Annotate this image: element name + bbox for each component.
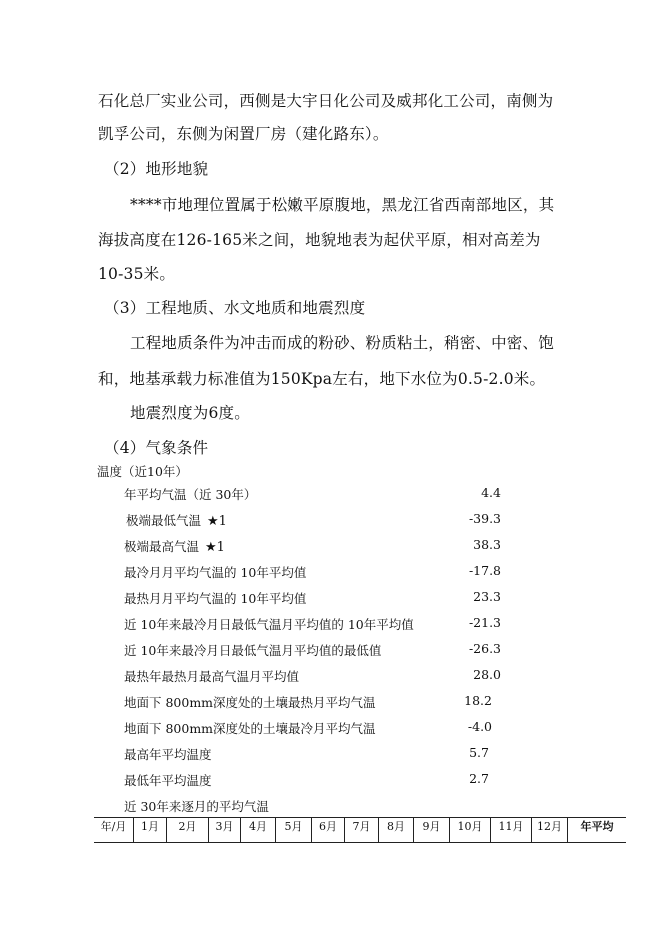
paragraph-line: 凯孚公司，东侧为闲置厂房（建化路东）。 <box>98 125 389 143</box>
table-rule-bottom <box>94 842 626 843</box>
monthly-temperature-table-header <box>94 817 626 843</box>
star-note: ★1 <box>205 540 225 555</box>
temperature-label-text: 极端最低气温 <box>126 513 202 528</box>
temperature-label: 最低年平均温度 <box>124 773 212 788</box>
paragraph-line: 海拔高度在126-165米之间，地貌地表为起伏平原，相对高差为 <box>98 231 541 249</box>
temperature-label: 最冷月月平均气温的 10年平均值 <box>124 565 307 580</box>
table-header-cell: 6月 <box>312 817 345 843</box>
temperature-label: 近 10年来最冷月日最低气温月平均值的最低值 <box>124 643 382 658</box>
temperature-value: -26.3 <box>468 641 501 656</box>
temperature-row <box>0 797 662 815</box>
paragraph-line: 10-35米。 <box>98 265 176 283</box>
temperature-value: 5.7 <box>469 745 489 760</box>
temperature-label: 地面下 800mm深度处的土壤最冷月平均气温 <box>124 721 376 736</box>
temperature-value: 4.4 <box>481 485 501 500</box>
temperature-value: 18.2 <box>464 693 492 708</box>
temperature-row <box>0 511 662 529</box>
table-header-cell: 4月 <box>241 817 276 843</box>
paragraph-line: 石化总厂实业公司，西侧是大宇日化公司及威邦化工公司，南侧为 <box>98 92 554 110</box>
table-header-cell: 年平均 <box>580 820 614 833</box>
temperature-label-text: 极端最高气温 <box>124 539 200 554</box>
temperature-value: 28.0 <box>473 667 501 682</box>
paragraph-line: 工程地质条件为冲击而成的粉砂、粉质粘土，稍密、中密、饱 <box>130 334 554 352</box>
paragraph-line: 地震烈度为6度。 <box>130 404 250 422</box>
temperature-label <box>126 511 227 529</box>
temperature-label: 近 30年来逐月的平均气温 <box>124 799 269 814</box>
table-header-cell: 10月 <box>450 817 491 843</box>
temperature-label: 地面下 800mm深度处的土壤最热月平均气温 <box>124 695 376 710</box>
temperature-row <box>0 719 662 737</box>
temperature-value: 23.3 <box>473 589 501 604</box>
section-heading-climate: （4）气象条件 <box>104 439 209 457</box>
temperature-label: 最高年平均温度 <box>124 747 212 762</box>
table-header-cell: 9月 <box>414 817 450 843</box>
table-header-cell: 年/月 <box>94 817 134 843</box>
paragraph-line: ****市地理位置属于松嫩平原腹地，黑龙江省西南部地区，其 <box>130 196 555 214</box>
temperature-label <box>124 537 225 555</box>
temperature-label: 近 10年来最冷月日最低气温月平均值的 10年平均值 <box>124 617 414 632</box>
section-heading-terrain: （2）地形地貌 <box>104 160 209 178</box>
table-header-cell: 2月 <box>167 817 209 843</box>
temperature-row <box>0 485 662 503</box>
table-header-cell: 8月 <box>379 817 414 843</box>
section-heading-geology: （3）工程地质、水文地质和地震烈度 <box>104 299 366 317</box>
paragraph-line: 和，地基承载力标准值为150Kpa左右，地下水位为0.5-2.0米。 <box>98 370 546 388</box>
temperature-label: 年平均气温（近 30年） <box>124 487 257 502</box>
table-header-cell: 1月 <box>134 817 167 843</box>
temperature-row <box>0 745 662 763</box>
temperature-value: -39.3 <box>468 511 501 526</box>
temperature-value: -4.0 <box>467 719 492 734</box>
temperature-value: 2.7 <box>469 771 489 786</box>
temperature-value: -17.8 <box>468 563 501 578</box>
temperature-row <box>0 563 662 581</box>
temperature-value: -21.3 <box>468 615 501 630</box>
table-header-cell: 3月 <box>209 817 241 843</box>
table-header-cell: 7月 <box>345 817 379 843</box>
temperature-row <box>0 537 662 555</box>
temperature-row <box>0 693 662 711</box>
table-header-cell: 11月 <box>491 817 532 843</box>
temperature-label: 最热年最热月最高气温月平均值 <box>124 669 300 684</box>
temperature-row <box>0 667 662 685</box>
star-note: ★1 <box>207 514 227 529</box>
temperature-subheading: 温度（近10年） <box>97 464 188 479</box>
table-header-cell: 5月 <box>276 817 312 843</box>
temperature-row <box>0 641 662 659</box>
temperature-value: 38.3 <box>473 537 501 552</box>
temperature-row <box>0 589 662 607</box>
table-header-cell: 12月 <box>532 817 568 843</box>
temperature-label: 最热月月平均气温的 10年平均值 <box>124 591 307 606</box>
temperature-row <box>0 771 662 789</box>
temperature-row <box>0 615 662 633</box>
